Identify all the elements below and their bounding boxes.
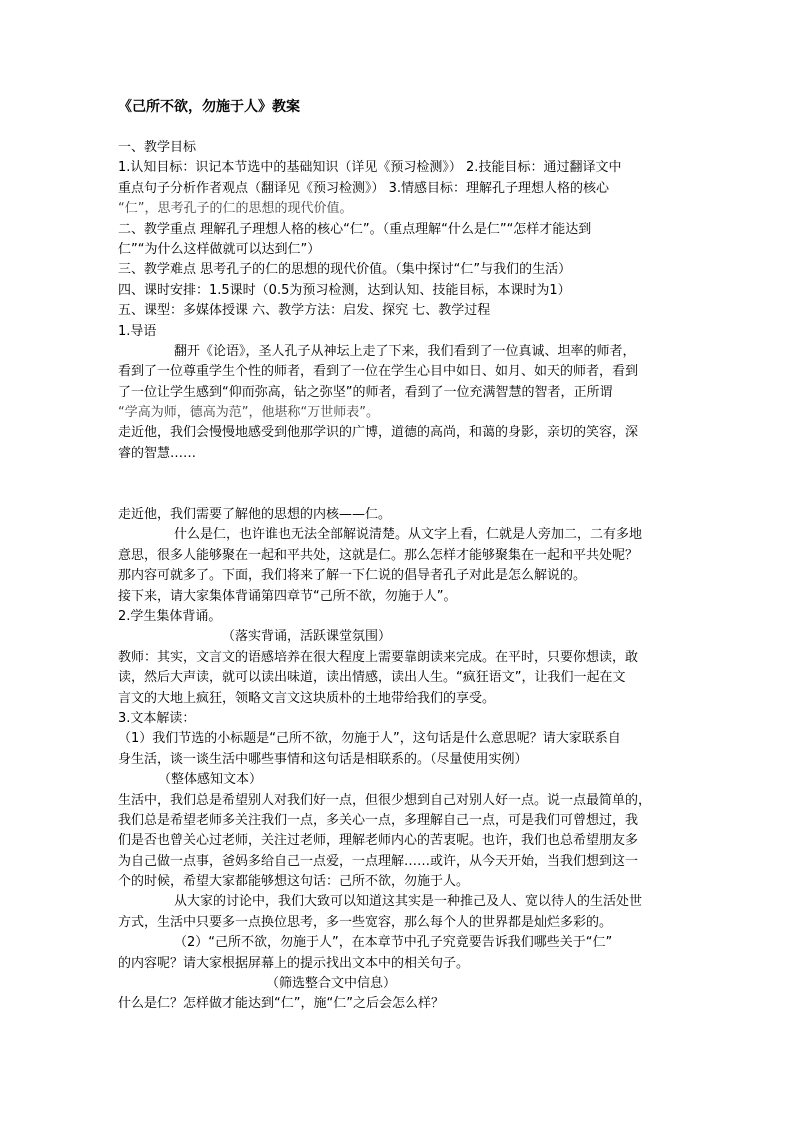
text-line: （2）“己所不欲，勿施于人”，在本章节中孔子究竟要告诉我们哪些关于“仁”	[174, 935, 613, 951]
text-line: 走近他，我们会慢慢地感受到他那学识的广博，道德的高尚，和蔼的身影，亲切的笑容，深	[118, 425, 639, 441]
document-page	[118, 97, 678, 1015]
text-line: 走近他，我们需要了解他的思想的内核——仁。	[118, 507, 392, 523]
document-body	[118, 138, 678, 1015]
text-line: 言文的大地上疯狂，领略文言文这块质朴的土地带给我们的享受。	[118, 690, 496, 706]
text-line: 看到了一位尊重学生个性的师者，看到了一位在学生心目中如日、如月、如天的师者，看到	[118, 364, 639, 380]
text-line: 那内容可就多了。下面，我们将来了解一下仁说的倡导者孔子对此是怎么解说的。	[118, 568, 587, 584]
text-line: 仁”“为什么这样做就可以达到仁”）	[118, 241, 321, 257]
text-line: 的内容呢？请大家根据屏幕上的提示找出文本中的相关句子。	[118, 955, 470, 971]
text-line: 睿的智慧……	[118, 445, 197, 461]
text-line: 从大家的讨论中，我们大致可以知道这其实是一种推己及人、宽以待人的生活处世	[174, 894, 643, 910]
text-line: 2.学生集体背诵。	[118, 608, 222, 624]
text-line: 四、课时安排：1.5课时（0.5为预习检测，达到认知、技能目标，本课时为1）	[118, 282, 571, 298]
text-line: 们是否也曾关心过老师，关注过老师，理解老师内心的苦衷呢。也许，我们也总希望朋友多	[118, 833, 639, 849]
blank-line	[118, 485, 678, 505]
text-line: 什么是仁，也许谁也无法全部解说清楚。从文字上看，仁就是人旁加二，二有多地	[174, 527, 643, 543]
text-line: 方式，生活中只要多一点换位思考，多一些宽容，那么每个人的世界都是灿烂多彩的。	[118, 914, 613, 930]
text-line: 接下来，请大家集体背诵第四章节“己所不欲，勿施于人”。	[118, 588, 457, 604]
text-line: 一、教学目标	[118, 140, 197, 155]
text-line: 1.导语	[118, 323, 157, 339]
text-line: 翻开《论语》，圣人孔子从神坛上走了下来，我们看到了一位真诚、坦率的师者，	[174, 343, 636, 359]
text-line: 了一位让学生感到“仰而弥高，钻之弥坚”的师者，看到了一位充满智慧的智者，正所谓	[118, 384, 613, 400]
text-line: （筛选整合文中信息）	[266, 976, 397, 992]
text-line: 1.认知目标：识记本节选中的基础知识（详见《预习检测》） 2.技能目标：通过翻译文中	[118, 160, 622, 176]
text-line: 个的时候，希望大家都能够想这句话：己所不欲，勿施于人。	[118, 874, 470, 890]
text-line: 三、教学难点 思考孔子的仁的思想的现代价值。（集中探讨“仁”与我们的生活）	[118, 262, 572, 278]
text-line: 身生活，谈一谈生活中哪些事情和这句话是相联系的。（尽量使用实例）	[118, 751, 528, 767]
text-line: 什么是仁？怎样做才能达到“仁”，施“仁”之后会怎么样？	[118, 996, 444, 1012]
text-line: 为自己做一点事，爸妈多给自己一点爱，一点理解……或许，从今天开始，当我们想到这一	[118, 853, 639, 869]
text-line: “学高为师，德高为范”，他堪称“万世师表”。	[118, 405, 379, 421]
text-line: （整体感知文本）	[158, 772, 263, 788]
text-line: 生活中，我们总是希望别人对我们好一点，但很少想到自己对别人好一点。说一点最简单的，	[118, 792, 652, 808]
blank-line	[118, 464, 678, 484]
text-line: 3.文本解读：	[118, 710, 196, 726]
text-line: （落实背诵，活跃课堂氛围）	[222, 629, 392, 645]
text-line: （1）我们节选的小标题是“己所不欲，勿施于人”，这句话是什么意思呢？请大家联系自	[118, 731, 621, 747]
text-line: “仁”，思考孔子的仁的思想的现代价值。	[118, 201, 353, 217]
text-line: 五、课型：多媒体授课 六、教学方法：启发、探究 七、教学过程	[118, 303, 491, 319]
text-line: 二、教学重点 理解孔子理想人格的核心“仁”。（重点理解“什么是仁”“怎样才能达到	[118, 221, 592, 237]
text-line: 我们总是希望老师多关注我们一点，多关心一点，多理解自己一点，可是我们可曾想过，我	[118, 812, 639, 828]
text-line: 意思，很多人能够聚在一起和平共处，这就是仁。那么怎样才能够聚集在一起和平共处呢？	[118, 547, 639, 563]
text-line: 读，然后大声读，就可以读出味道，读出情感，读出人生。“疯狂语文”，让我们一起在文	[118, 670, 626, 686]
text-line: 教师：其实，文言文的语感培养在很大程度上需要靠朗读来完成。在平时，只要你想读，敢	[118, 649, 639, 665]
document-title: 《己所不欲，勿施于人》教案	[118, 99, 300, 115]
text-line: 重点句子分析作者观点（翻译见《预习检测》） 3.情感目标：理解孔子理想人格的核心	[118, 180, 610, 196]
title-spacer	[118, 118, 678, 138]
